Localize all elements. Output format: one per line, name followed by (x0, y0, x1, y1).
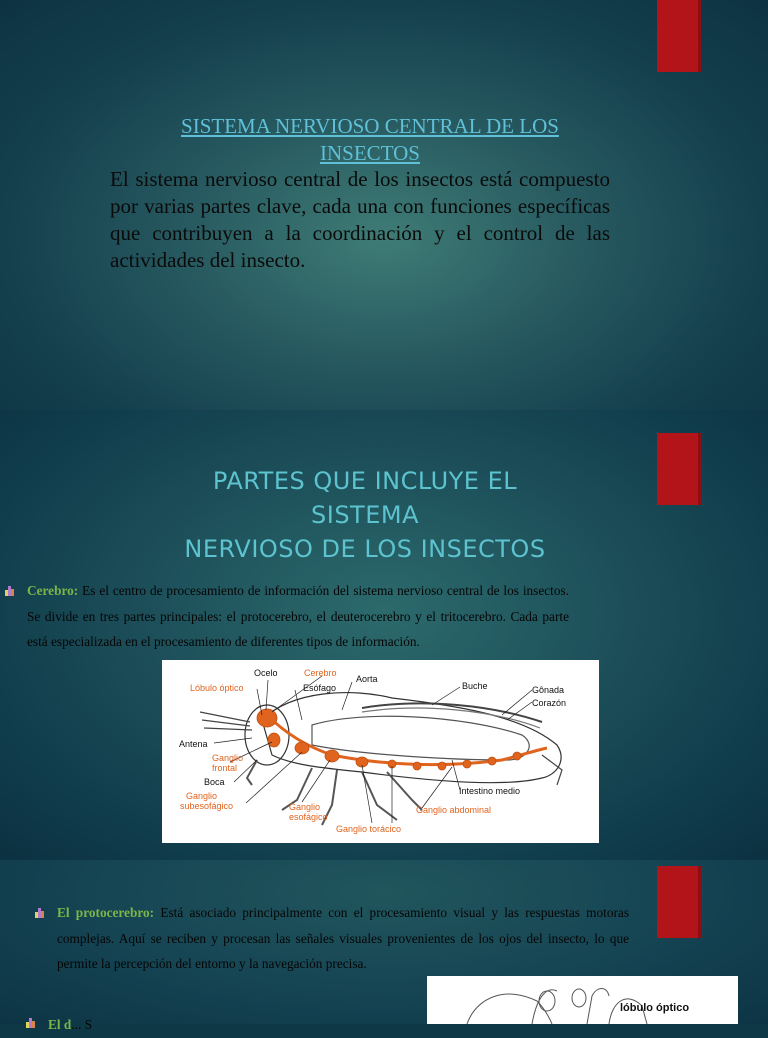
bullet-keyword: El d (48, 1017, 72, 1032)
insect-gut (312, 716, 529, 760)
title-line-1: SISTEMA NERVIOSO CENTRAL DE LOS (181, 114, 559, 138)
label-ganglio-eso-2: esofágico (289, 812, 328, 822)
label-aorta: Aorta (356, 674, 378, 684)
title-line-2: SISTEMA (311, 501, 419, 529)
bullet-keyword: El protocerebro: (57, 905, 155, 920)
label-lobulo-optico: lóbulo óptico (620, 1002, 690, 1014)
label-lobulo-optico: Lóbulo óptico (190, 683, 244, 693)
slide-title (120, 113, 620, 167)
insect-body-outline (262, 693, 561, 783)
insect-nervous-system-diagram (162, 660, 599, 843)
intro-paragraph: El sistema nervioso central de los insectos está compuesto por varias partes clave, cada una con funciones específicas que contribuyen a la coordinación y el control de las actividades del insecto. (110, 167, 610, 272)
label-buche: Buche (462, 681, 488, 691)
bullet-text: Está asociado principalmente con el procesamiento visual y las respuestas motoras complejas. Aquí se reciben y procesan las señales visuales provenientes de los ojos del insecto, lo que permite la percepción del entorno y la navegación precisa. (57, 905, 629, 971)
bullet-icon (35, 908, 45, 918)
brain-ganglion (257, 709, 277, 727)
slide-2 (0, 410, 768, 860)
title-line-3: NERVIOSO DE LOS INSECTOS (184, 535, 546, 563)
slide-accent-tab (657, 433, 701, 505)
bullet-icon (26, 1018, 36, 1028)
bullet-keyword: Cerebro: (27, 583, 79, 598)
label-ganglio-frontal-1: Ganglio (212, 753, 244, 763)
slide-1 (0, 0, 768, 410)
partial-bullet (48, 1012, 428, 1038)
label-ganglio-sub-1: Ganglio (186, 791, 218, 801)
label-ganglio-frontal-2: frontal (212, 763, 238, 773)
slide-accent-tab (657, 866, 701, 938)
label-ganglio-sub-2: subesofágico (180, 801, 234, 811)
bullet-text: ... S (71, 1017, 92, 1032)
label-ocelo: Ocelo (254, 668, 278, 678)
slide-accent-tab (657, 0, 701, 72)
brain-diagram-image (427, 976, 738, 1024)
label-intestino-medio: Intestino medio (459, 786, 521, 796)
label-antena: Antena (179, 739, 208, 749)
label-corazon: Corazón (532, 698, 567, 708)
label-gonada: Gônada (532, 685, 565, 695)
label-ganglio-abdominal: Ganglio abdominal (416, 805, 492, 815)
title-line-2: INSECTOS (320, 141, 420, 165)
slide-title (120, 464, 610, 566)
cerebro-bullet (27, 578, 569, 655)
label-ganglio-toracico: Ganglio torácico (336, 824, 402, 834)
nerve-cord (267, 715, 547, 765)
slide-3 (0, 860, 768, 1032)
bullet-icon (5, 586, 15, 596)
protocerebro-bullet (57, 900, 629, 977)
label-cerebro: Cerebro (304, 668, 337, 678)
title-line-1: PARTES QUE INCLUYE EL (212, 467, 518, 495)
label-ganglio-eso-1: Ganglio (289, 802, 321, 812)
label-esofago: Esófago (303, 683, 337, 693)
label-boca: Boca (204, 777, 225, 787)
bullet-text: Es el centro de procesamiento de información del sistema nervioso central de los insectos. Se divide en tres partes principales: el protocerebro, el deuterocerebro y el tritocerebro. Cada parte está especializada en el procesamiento de diferentes tipos de información. (27, 583, 569, 649)
